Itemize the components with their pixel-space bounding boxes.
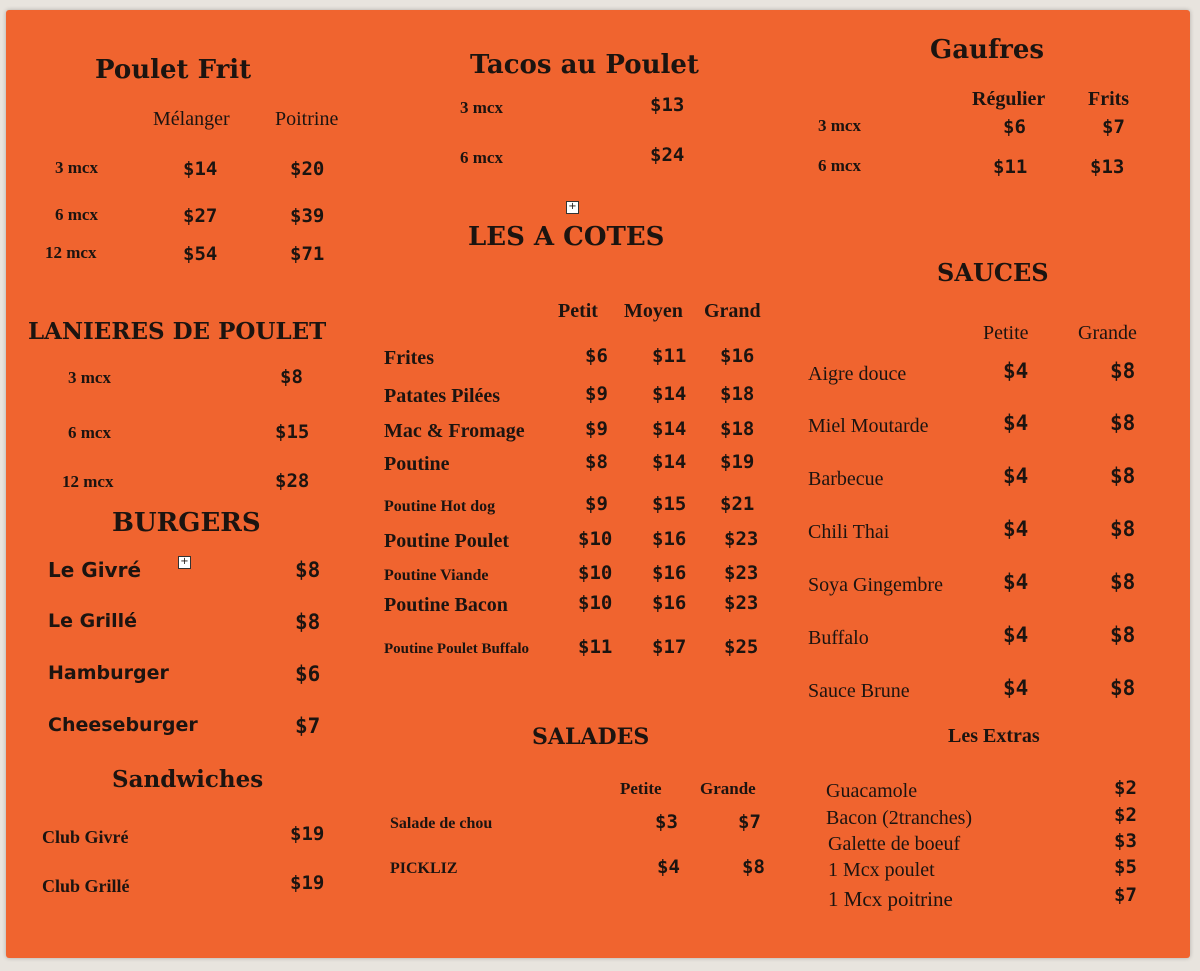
price: $9 bbox=[585, 493, 608, 515]
price: $5 bbox=[1114, 856, 1137, 878]
price: $15 bbox=[275, 421, 310, 443]
quantity-label: 12 mcx bbox=[45, 243, 97, 262]
price: $7 bbox=[295, 714, 321, 738]
column-header: Grand bbox=[704, 300, 761, 322]
price: $2 bbox=[1114, 804, 1137, 826]
price: $4 bbox=[1003, 517, 1029, 541]
price: $18 bbox=[720, 418, 755, 440]
item-name: Poutine bbox=[384, 453, 450, 475]
price: $10 bbox=[578, 528, 613, 550]
item-name: Club Givré bbox=[42, 827, 129, 847]
item-name: Buffalo bbox=[808, 627, 869, 649]
price: $19 bbox=[290, 872, 325, 894]
price: $11 bbox=[993, 156, 1028, 178]
section-title-tacos: Tacos au Poulet bbox=[470, 50, 699, 80]
item-name: Bacon (2tranches) bbox=[826, 807, 973, 829]
section-title-extras: Les Extras bbox=[948, 725, 1040, 747]
price: $11 bbox=[578, 636, 613, 658]
item-name: Guacamole bbox=[826, 780, 918, 802]
price: $8 bbox=[295, 558, 321, 582]
column-header: Moyen bbox=[624, 300, 683, 322]
price: $14 bbox=[183, 158, 218, 180]
item-name: 1 Mcx poitrine bbox=[828, 887, 953, 911]
price: $8 bbox=[295, 610, 321, 634]
item-name: Galette de boeuf bbox=[828, 833, 961, 855]
section-title-sauces: SAUCES bbox=[937, 258, 1049, 287]
expand-toggle[interactable]: + bbox=[566, 201, 579, 214]
quantity-label: 12 mcx bbox=[62, 472, 114, 491]
column-header: Régulier bbox=[972, 88, 1046, 110]
price: $8 bbox=[1110, 623, 1136, 647]
item-name: Miel Moutarde bbox=[808, 415, 929, 437]
item-name: Le Grillé bbox=[48, 610, 137, 632]
price: $10 bbox=[578, 592, 613, 614]
price: $4 bbox=[1003, 411, 1029, 435]
price: $20 bbox=[290, 158, 325, 180]
price: $25 bbox=[724, 636, 759, 658]
price: $7 bbox=[1102, 116, 1125, 138]
price: $7 bbox=[738, 811, 761, 833]
quantity-label: 6 mcx bbox=[68, 423, 111, 442]
item-name: Frites bbox=[384, 347, 434, 369]
price: $14 bbox=[652, 418, 687, 440]
item-name: Salade de chou bbox=[390, 815, 493, 832]
quantity-label: 3 mcx bbox=[68, 368, 111, 387]
price: $4 bbox=[657, 856, 680, 878]
column-header: Petite bbox=[620, 779, 662, 798]
quantity-label: 3 mcx bbox=[460, 98, 503, 117]
column-header: Grande bbox=[700, 779, 756, 798]
column-header: Poitrine bbox=[275, 108, 339, 130]
price: $8 bbox=[1110, 517, 1136, 541]
price: $54 bbox=[183, 243, 218, 265]
price: $19 bbox=[720, 451, 755, 473]
quantity-label: 6 mcx bbox=[818, 156, 861, 175]
price: $27 bbox=[183, 205, 218, 227]
section-title-poulet-frit: Poulet Frit bbox=[95, 55, 252, 85]
item-name: Aigre douce bbox=[808, 363, 907, 385]
price: $4 bbox=[1003, 464, 1029, 488]
section-title-burgers: BURGERS bbox=[112, 508, 261, 538]
item-name: Barbecue bbox=[808, 468, 884, 490]
item-name: Le Givré bbox=[48, 558, 142, 582]
price: $11 bbox=[652, 345, 687, 367]
section-title-gaufres: Gaufres bbox=[930, 35, 1045, 65]
price: $21 bbox=[720, 493, 755, 515]
quantity-label: 6 mcx bbox=[460, 148, 503, 167]
item-name: Chili Thai bbox=[808, 521, 890, 543]
item-name: Poutine Poulet Buffalo bbox=[384, 641, 529, 657]
item-name: Hamburger bbox=[48, 662, 169, 684]
price: $14 bbox=[652, 383, 687, 405]
price: $14 bbox=[652, 451, 687, 473]
quantity-label: 3 mcx bbox=[818, 116, 861, 135]
item-name: Patates Pilées bbox=[384, 385, 501, 407]
price: $8 bbox=[1110, 676, 1136, 700]
price: $15 bbox=[652, 493, 687, 515]
item-name: Mac & Fromage bbox=[384, 420, 525, 442]
price: $23 bbox=[724, 528, 759, 550]
price: $4 bbox=[1003, 359, 1029, 383]
price: $71 bbox=[290, 243, 325, 265]
price: $19 bbox=[290, 823, 325, 845]
column-header: Petite bbox=[983, 322, 1029, 344]
item-name: Club Grillé bbox=[42, 876, 130, 896]
price: $7 bbox=[1114, 884, 1137, 906]
price: $8 bbox=[742, 856, 765, 878]
price: $16 bbox=[652, 562, 687, 584]
section-title-salades: SALADES bbox=[532, 724, 650, 750]
price: $6 bbox=[585, 345, 608, 367]
price: $8 bbox=[1110, 359, 1136, 383]
column-header: Grande bbox=[1078, 322, 1137, 344]
price: $16 bbox=[652, 528, 687, 550]
price: $13 bbox=[650, 94, 685, 116]
section-title-a-cotes: LES A COTES bbox=[468, 222, 665, 252]
price: $8 bbox=[1110, 570, 1136, 594]
price: $8 bbox=[280, 366, 303, 388]
price: $8 bbox=[585, 451, 608, 473]
item-name: 1 Mcx poulet bbox=[828, 859, 935, 881]
section-title-sandwiches: Sandwiches bbox=[112, 766, 264, 793]
item-name: Cheeseburger bbox=[48, 714, 198, 736]
quantity-label: 3 mcx bbox=[55, 158, 98, 177]
expand-toggle[interactable]: + bbox=[178, 556, 191, 569]
price: $3 bbox=[1114, 830, 1137, 852]
column-header: Frits bbox=[1088, 88, 1130, 110]
price: $4 bbox=[1003, 676, 1029, 700]
section-title-lanieres: LANIERES DE POULET bbox=[28, 318, 327, 345]
price: $23 bbox=[724, 592, 759, 614]
item-name: Poutine Hot dog bbox=[384, 498, 496, 515]
item-name: PICKLIZ bbox=[390, 860, 458, 877]
price: $9 bbox=[585, 418, 608, 440]
price: $6 bbox=[295, 662, 321, 686]
item-name: Poutine Bacon bbox=[384, 594, 508, 616]
item-name: Poutine Viande bbox=[384, 567, 489, 584]
price: $8 bbox=[1110, 411, 1136, 435]
price: $17 bbox=[652, 636, 687, 658]
price: $39 bbox=[290, 205, 325, 227]
price: $3 bbox=[655, 811, 678, 833]
price: $16 bbox=[720, 345, 755, 367]
price: $28 bbox=[275, 470, 310, 492]
price: $4 bbox=[1003, 570, 1029, 594]
item-name: Soya Gingembre bbox=[808, 574, 943, 596]
price: $4 bbox=[1003, 623, 1029, 647]
column-header: Mélanger bbox=[153, 108, 230, 130]
price: $23 bbox=[724, 562, 759, 584]
price: $16 bbox=[652, 592, 687, 614]
quantity-label: 6 mcx bbox=[55, 205, 98, 224]
price: $24 bbox=[650, 144, 685, 166]
price: $13 bbox=[1090, 156, 1125, 178]
price: $2 bbox=[1114, 777, 1137, 799]
price: $8 bbox=[1110, 464, 1136, 488]
price: $18 bbox=[720, 383, 755, 405]
price: $9 bbox=[585, 383, 608, 405]
item-name: Poutine Poulet bbox=[384, 530, 509, 552]
item-name: Sauce Brune bbox=[808, 680, 910, 702]
column-header: Petit bbox=[558, 300, 598, 322]
price: $10 bbox=[578, 562, 613, 584]
price: $6 bbox=[1003, 116, 1026, 138]
